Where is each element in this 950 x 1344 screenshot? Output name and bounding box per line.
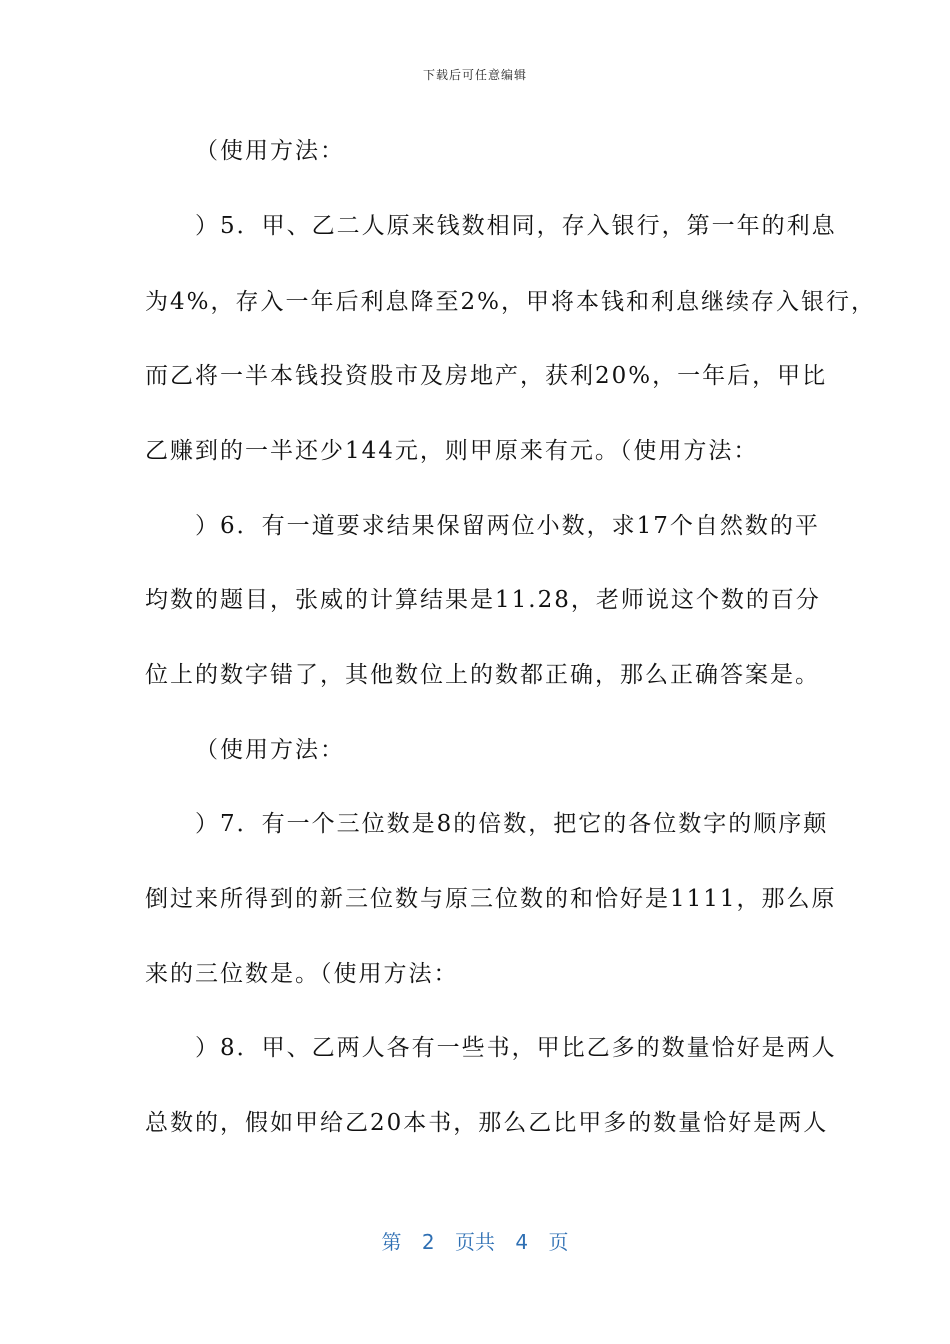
page-label-mid: 页共 (455, 1230, 495, 1254)
text-line: （使用方法： (195, 737, 345, 763)
text-line: ）5．甲、乙二人原来钱数相同，存入银行，第一年的利息 (195, 213, 837, 239)
total-pages-number: 4 (515, 1230, 529, 1254)
text-line: 而乙将一半本钱投资股市及房地产，获利20%，一年后，甲比 (145, 363, 828, 389)
text-line: （使用方法： (195, 138, 345, 164)
page-footer (0, 1226, 950, 1255)
current-page-number: 2 (421, 1230, 435, 1254)
text-line: 来的三位数是。（使用方法： (145, 961, 459, 987)
page-label-suffix: 页 (548, 1230, 569, 1254)
text-line: ）6．有一道要求结果保留两位小数，求17个自然数的平 (195, 513, 820, 539)
text-line: 均数的题目，张威的计算结果是11.28，老师说这个数的百分 (145, 587, 821, 613)
page-header: 下载后可任意编辑 (422, 68, 527, 82)
page-label-prefix: 第 (381, 1230, 402, 1254)
text-line: 位上的数字错了，其他数位上的数都正确，那么正确答案是。 (145, 662, 820, 688)
text-line: 乙赚到的一半还少144元，则甲原来有元。（使用方法： (145, 438, 759, 464)
text-line: ）8．甲、乙两人各有一些书，甲比乙多的数量恰好是两人 (195, 1035, 837, 1061)
text-line: 为4%，存入一年后利息降至2%，甲将本钱和利息继续存入银行， (145, 289, 876, 315)
text-line: ）7．有一个三位数是8的倍数，把它的各位数字的顺序颠 (195, 811, 829, 837)
text-line: 倒过来所得到的新三位数与原三位数的和恰好是1111，那么原 (145, 886, 837, 912)
text-line: 总数的，假如甲给乙20本书，那么乙比甲多的数量恰好是两人 (145, 1110, 829, 1136)
